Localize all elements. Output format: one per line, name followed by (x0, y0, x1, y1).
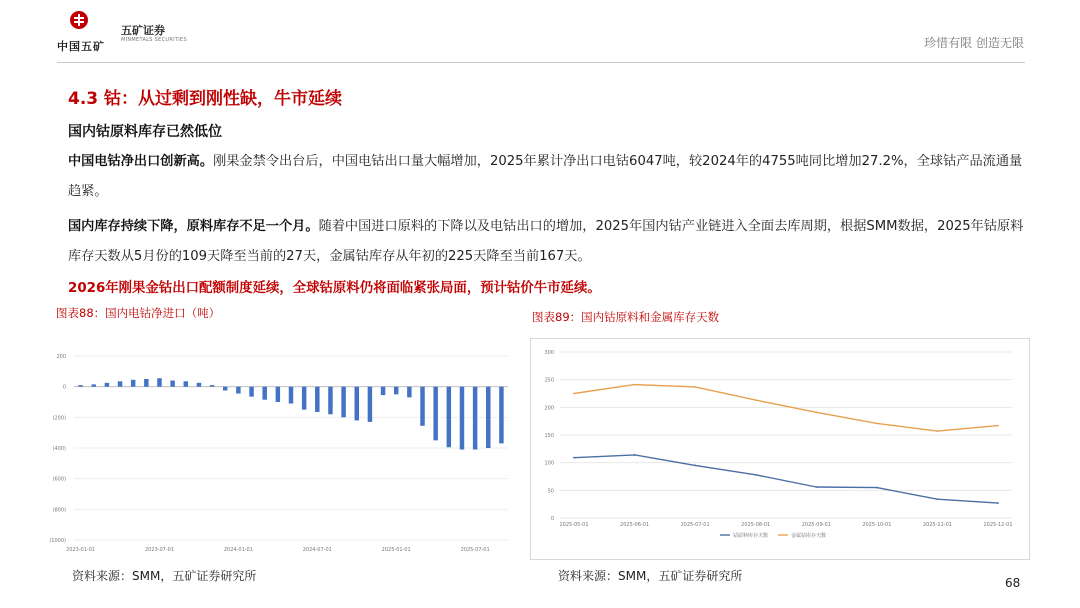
y-tick-label: 0 (62, 384, 66, 391)
paragraph-text: 刚果金禁令出台后，中国电钴出口量大幅增加，2025年累计净出口电钴6047吨，较2024年的4755吨同比增加27.2%，全球钴产品流通量趋紧。 (68, 154, 1023, 199)
x-tick-label: 2024-01-01 (223, 547, 253, 553)
bar (341, 387, 345, 418)
bar (236, 387, 240, 394)
data-point (937, 498, 939, 500)
x-tick-label: 2025-01-01 (381, 547, 411, 553)
y-tick-label: 50 (547, 488, 554, 495)
bar (407, 387, 411, 398)
y-tick-label: 150 (544, 433, 554, 439)
bar (460, 387, 464, 450)
data-point (876, 422, 878, 424)
bar (144, 379, 148, 387)
bar (486, 387, 490, 448)
bar (315, 387, 319, 412)
legend-label: 钴原料库存天数 (733, 533, 769, 539)
data-point (937, 430, 939, 432)
x-tick-label: 2025-10-01 (862, 522, 892, 528)
bar (170, 381, 174, 387)
inventory-days-chart-svg (530, 338, 1030, 560)
figure-89-caption: 图表89：国内钴原料和金属库存天数 (532, 310, 720, 324)
x-tick-label: 2023-07-01 (144, 547, 175, 553)
y-tick-label: (600) (52, 476, 66, 483)
paragraph-lead: 中国电钴净出口创新高。 (68, 154, 214, 169)
y-tick-label: 200 (544, 405, 554, 412)
paragraph-inventory (68, 212, 1028, 272)
bar (499, 387, 503, 444)
bar (197, 383, 201, 387)
x-tick-label: 2025-06-01 (620, 522, 650, 528)
data-point (573, 457, 575, 459)
figure-89-source: 资料来源：SMM，五矿证券研究所 (558, 569, 743, 583)
series-line (574, 455, 998, 503)
x-tick-label: 2025-07-01 (680, 522, 710, 528)
minmetals-emblem-icon (68, 10, 90, 30)
bar (91, 384, 95, 386)
paragraph-text: 随着中国进口原料的下降以及电钴出口的增加，2025年国内钴产业链进入全面去库周期，根据SMM数据，2025年钴原料库存天数从5月份的109天降至当前的27天，金属钴库存从年初的225天降至当前167天。 (68, 219, 1024, 264)
x-tick-label: 2025-08-01 (741, 522, 771, 528)
bar (105, 383, 109, 387)
bar (184, 381, 188, 386)
legend-label: 金属钴库存天数 (791, 533, 827, 539)
y-tick-label: (1000) (49, 538, 66, 544)
y-tick-label: 200 (56, 354, 66, 360)
brand-english: MINMETALS SECURITIES (121, 37, 187, 43)
bar (249, 387, 253, 397)
bar (276, 387, 280, 402)
slogan: 珍惜有限 创造无限 (924, 36, 1024, 50)
paragraph-net-export (68, 147, 1028, 207)
x-tick-label: 2025-07-01 (460, 547, 490, 553)
slide-header (0, 0, 1080, 62)
data-point (755, 399, 757, 401)
x-tick-label: 2025-12-01 (983, 522, 1013, 528)
bar (381, 387, 385, 395)
x-tick-label: 2025-11-01 (922, 522, 952, 528)
bar (131, 380, 135, 387)
data-point (997, 502, 999, 504)
data-point (876, 487, 878, 489)
bar (433, 387, 437, 441)
header-divider (57, 62, 1025, 63)
figure-88-source: 资料来源：SMM，五矿证券研究所 (72, 569, 257, 583)
brand-name: 五矿证券 (121, 24, 165, 37)
bar (210, 385, 214, 387)
net-import-chart-svg (32, 340, 520, 562)
data-point (634, 454, 636, 456)
data-point (694, 386, 696, 388)
bar (223, 387, 227, 391)
y-tick-label: 100 (544, 460, 554, 467)
section-title: 4.3 钴：从过剩到刚性缺，牛市延续 (68, 89, 343, 109)
bar (368, 387, 372, 422)
bar (420, 387, 424, 426)
bar (289, 387, 293, 404)
data-point (997, 425, 999, 427)
bar (78, 385, 82, 387)
section-subtitle: 国内钴原料库存已然低位 (68, 124, 222, 140)
series-line (574, 385, 998, 432)
bar (118, 381, 122, 386)
data-point (634, 384, 636, 386)
y-tick-label: (200) (52, 415, 66, 422)
net-import-bar-chart (32, 340, 520, 562)
data-point (815, 411, 817, 413)
figure-88-caption: 图表88：国内电钴净进口（吨） (56, 306, 221, 320)
x-tick-label: 2025-09-01 (801, 522, 831, 528)
data-point (573, 393, 575, 395)
data-point (815, 486, 817, 488)
inventory-days-line-chart (530, 338, 1030, 560)
bar (157, 378, 161, 386)
paragraph-lead: 国内库存持续下降，原料库存不足一个月。 (68, 219, 319, 234)
conclusion-text: 2026年刚果金钴出口配额制度延续，全球钴原料仍将面临紧张局面，预计钴价牛市延续。 (68, 281, 601, 296)
data-point (694, 465, 696, 467)
company-name: 中国五矿 (57, 40, 105, 53)
bar (394, 387, 398, 395)
bar (262, 387, 266, 400)
bar (302, 387, 306, 410)
y-tick-label: 250 (544, 377, 554, 384)
chart-frame (531, 339, 1030, 560)
y-tick-label: (800) (52, 507, 66, 514)
y-tick-label: 0 (550, 516, 554, 522)
x-tick-label: 2023-01-01 (66, 547, 96, 553)
x-tick-label: 2025-05-01 (559, 522, 589, 528)
bar (473, 387, 477, 450)
bar (328, 387, 332, 415)
bar (447, 387, 451, 448)
page-number: 68 (1005, 576, 1021, 590)
bar (355, 387, 359, 421)
data-point (755, 474, 757, 476)
y-tick-label: 300 (544, 350, 554, 356)
x-tick-label: 2024-07-01 (302, 547, 332, 553)
y-tick-label: (400) (52, 446, 66, 452)
